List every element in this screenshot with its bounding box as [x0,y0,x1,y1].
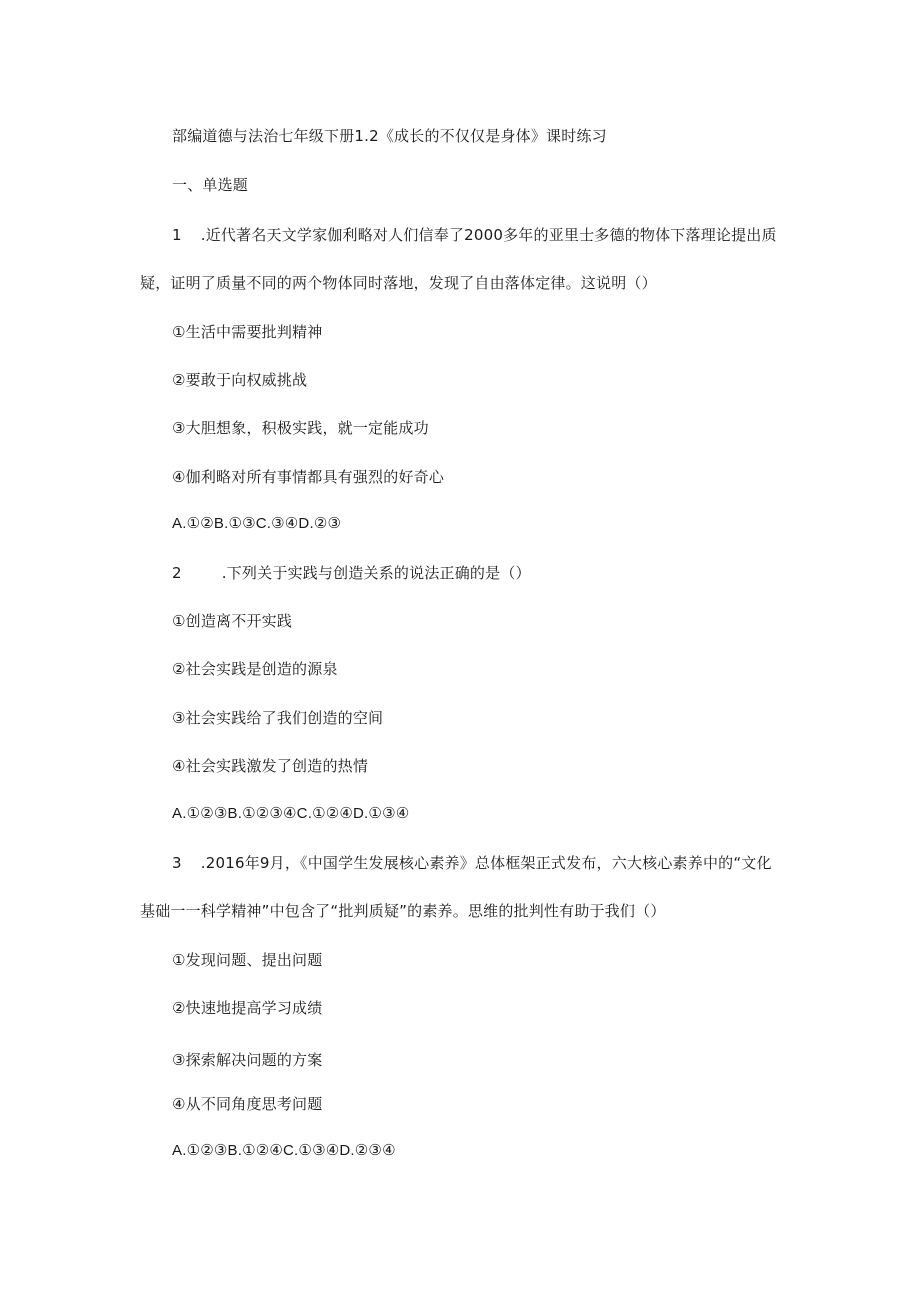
question-3-stem-line-2: 基础一一科学精神”中包含了“批判质疑”的素养。思维的批判性有助于我们（） [140,902,666,920]
question-1-item-3: ③大胆想象，积极实践，就一定能成功 [172,419,429,437]
question-3-item-4: ④从不同角度思考问题 [172,1095,323,1113]
question-2-item-4: ④社会实践激发了创造的热情 [172,757,369,775]
question-1-item-2: ②要敢于向权威挑战 [172,371,308,389]
question-text: .2016年9月，《中国学生发展核心素养》总体框架正式发布，六大核心素养中的“文化 [200,854,772,872]
question-2-item-1: ①创造离不开实践 [172,612,293,630]
question-3-item-2: ②快速地提高学习成绩 [172,999,323,1017]
question-1-stem-line-2: 疑，证明了质量不同的两个物体同时落地，发现了自由落体定律。这说明（） [140,274,657,292]
question-number: 1 [172,226,182,244]
question-2-item-3: ③社会实践给了我们创造的空间 [172,709,384,727]
question-text: .下列关于实践与创造关系的说法正确的是（） [221,564,531,582]
document-title: 部编道德与法治七年级下册1.2《成长的不仅仅是身体》课时练习 [172,127,607,145]
question-text: .近代著名天文学家伽利略对人们信奉了2000多年的亚里士多德的物体下落理论提出质 [200,226,777,244]
question-3-stem-line-1 [172,853,772,873]
question-2-options: A.①②③B.①②③④C.①②④D.①③④ [172,805,410,822]
question-2-item-2: ②社会实践是创造的源泉 [172,660,338,678]
section-heading: 一、单选题 [172,176,249,194]
question-3-item-1: ①发现问题、提出问题 [172,951,323,969]
question-3-options: A.①②③B.①②④C.①③④D.②③④ [172,1142,396,1159]
question-1-item-1: ①生活中需要批判精神 [172,323,323,341]
question-1-item-4: ④伽利略对所有事情都具有强烈的好奇心 [172,468,445,486]
question-1-stem-line-1 [172,225,777,245]
question-2-stem-line-1 [172,563,531,583]
question-1-options: A.①②B.①③C.③④D.②③ [172,515,342,532]
question-3-item-3: ③探索解决问题的方案 [172,1051,323,1069]
question-number: 2 [172,564,182,582]
question-number: 3 [172,854,182,872]
